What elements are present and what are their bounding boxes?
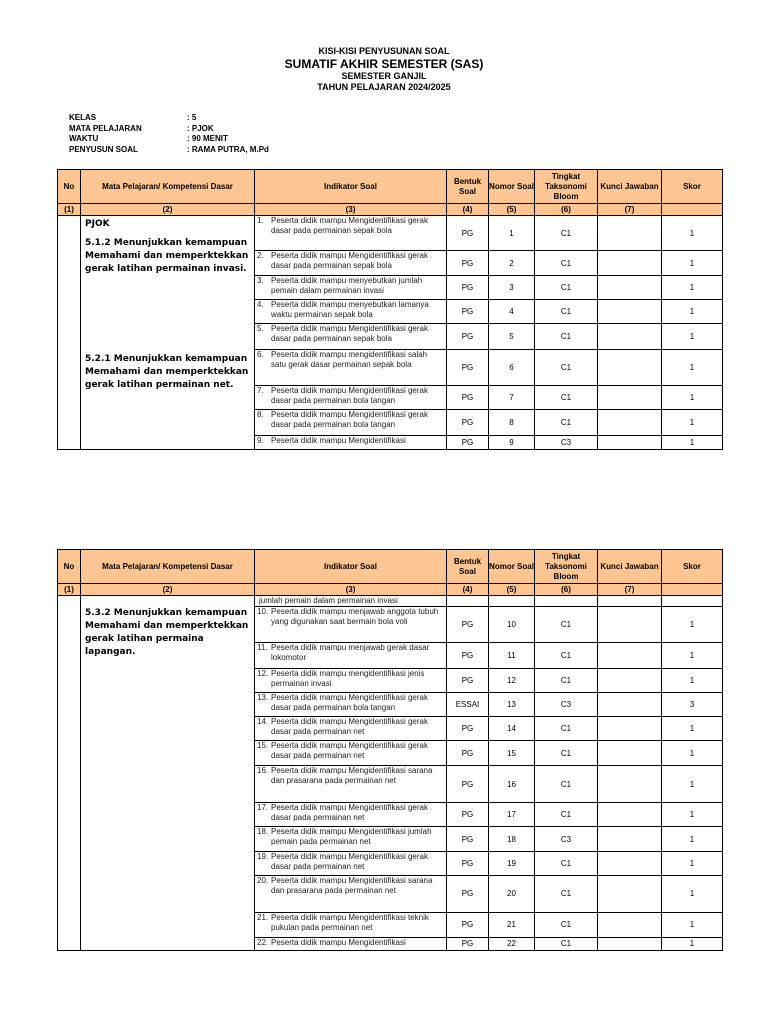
kunci-jawaban — [598, 607, 662, 643]
nomor-soal: 17 — [489, 802, 535, 826]
nomor-soal: 10 — [489, 607, 535, 643]
skor: 1 — [662, 410, 723, 435]
taksonomi-bloom: C1 — [535, 741, 598, 766]
nomor-soal: 2 — [489, 251, 535, 275]
kunci-jawaban — [598, 937, 662, 950]
no-cell — [58, 596, 81, 951]
meta-row — [69, 134, 269, 145]
subject-name: PJOK — [85, 219, 110, 229]
skor: 1 — [662, 324, 723, 349]
kompetensi-dasar: 5.3.2 Menunjukkan kemampuan Memahami dan memperktekkan gerak latihan permaina lapangan. — [85, 608, 249, 657]
skor: 1 — [662, 717, 723, 741]
skor: 1 — [662, 216, 723, 251]
indikator-soal — [255, 607, 447, 643]
indikator-text: Peserta didik mampu Mengidentifikasi gerak dasar pada permainan sepak bola — [271, 216, 428, 235]
indikator-text: Peserta didik mampu Mengidentifikasi — [271, 937, 406, 947]
col-header: Nomor Soal — [489, 170, 535, 204]
col-header: Indikator Soal — [255, 170, 447, 204]
indikator-number: 7. — [257, 386, 264, 396]
indikator-soal — [255, 216, 447, 251]
indikator-text: Peserta didik mampu Mengidentifikasi gerak dasar pada permainan sepak bola — [271, 251, 428, 271]
kunci-jawaban — [598, 717, 662, 741]
indikator-text: Peserta didik mampu Mengidentifikasi sarana dan prasarana pada permainan net — [271, 766, 433, 786]
skor: 1 — [662, 766, 723, 802]
indikator-text: Peserta didik mampu Mengidentifikasi gerak dasar pada permainan net — [271, 741, 428, 761]
bentuk-soal: PG — [447, 386, 489, 410]
kompetensi-dasar-cell — [81, 596, 255, 951]
col-index: (6) — [535, 204, 598, 216]
kunci-jawaban — [598, 912, 662, 937]
nomor-soal: 11 — [489, 643, 535, 668]
indikator-soal — [255, 275, 447, 299]
bentuk-soal: PG — [447, 876, 489, 912]
meta-label: MATA PELAJARAN — [69, 123, 142, 133]
col-index: (4) — [447, 204, 489, 216]
col-index: (1) — [58, 584, 81, 596]
indikator-soal — [255, 937, 447, 950]
meta-label: KELAS — [69, 113, 97, 122]
nomor-soal: 15 — [489, 741, 535, 766]
nomor-soal: 3 — [489, 275, 535, 299]
kunci-jawaban — [598, 300, 662, 324]
taksonomi-bloom: C1 — [535, 876, 598, 912]
skor: 1 — [662, 300, 723, 324]
kunci-jawaban — [598, 826, 662, 851]
meta-value: : 5 — [187, 113, 197, 122]
taksonomi-bloom: C1 — [535, 324, 598, 349]
table-row — [58, 216, 723, 251]
kisi-kisi-table-1 — [57, 169, 723, 450]
kunci-jawaban — [598, 349, 662, 385]
bentuk-soal: PG — [447, 251, 489, 275]
kunci-jawaban — [598, 386, 662, 410]
indikator-number: 8. — [257, 410, 264, 420]
bentuk-soal: PG — [447, 912, 489, 937]
indikator-number: 22. — [257, 937, 269, 947]
col-header: Skor — [662, 170, 723, 204]
col-index: (4) — [447, 584, 489, 596]
meta-row — [69, 124, 269, 135]
indikator-soal — [255, 802, 447, 826]
nomor-soal: 19 — [489, 852, 535, 876]
indikator-soal — [255, 692, 447, 716]
bentuk-soal: PG — [447, 216, 489, 251]
taksonomi-bloom: C1 — [535, 643, 598, 668]
indikator-number: 1. — [257, 216, 264, 225]
meta-info — [69, 113, 269, 155]
col-index: (2) — [81, 204, 255, 216]
indikator-soal — [255, 741, 447, 766]
bentuk-soal: PG — [447, 852, 489, 876]
indikator-number: 19. — [257, 852, 269, 862]
nomor-soal: 20 — [489, 876, 535, 912]
table-header-row — [58, 550, 723, 584]
indikator-number: 17. — [257, 802, 269, 812]
skor: 1 — [662, 741, 723, 766]
taksonomi-bloom: C1 — [535, 607, 598, 643]
bentuk-soal: PG — [447, 349, 489, 385]
indikator-text: Peserta didik mampu mengidentifikasi jenis permainan invasi — [271, 668, 425, 688]
taksonomi-bloom: C1 — [535, 912, 598, 937]
kunci-jawaban — [598, 435, 662, 449]
indikator-soal — [255, 324, 447, 349]
indikator-text: Peserta didik mampu Mengidentifikasi sarana dan prasarana pada permainan net — [271, 876, 433, 896]
col-header: No — [58, 550, 81, 584]
nomor-soal: 16 — [489, 766, 535, 802]
kisi-kisi-table-2 — [57, 549, 723, 951]
taksonomi-bloom: C3 — [535, 826, 598, 851]
taksonomi-bloom: C1 — [535, 275, 598, 299]
indikator-number: 9. — [257, 435, 264, 445]
indikator-soal — [255, 386, 447, 410]
meta-row — [69, 145, 269, 156]
indikator-text: Peserta didik mampu Mengidentifikasi gerak dasar pada permainan sepak bola — [271, 324, 428, 344]
indikator-text: Peserta didik mampu Mengidentifikasi teknik pukulan pada permainan net — [271, 912, 429, 932]
col-header: Indikator Soal — [255, 550, 447, 584]
col-header: Kunci Jawaban — [598, 550, 662, 584]
indikator-number: 14. — [257, 717, 269, 726]
indikator-soal — [255, 876, 447, 912]
indikator-number: 11. — [257, 643, 268, 653]
col-header: Mata Pelajaran/ Kompetensi Dasar — [81, 550, 255, 584]
skor: 1 — [662, 937, 723, 950]
indikator-text: Peserta didik mampu menyebutkan jumlah pemain dalam permainan invasi — [271, 275, 423, 295]
indikator-text: Peserta didik mampu menjawab anggota tubuh yang digunakan saat bermain bola voli — [271, 607, 439, 627]
col-header: Skor — [662, 550, 723, 584]
empty-cell — [489, 596, 535, 607]
kunci-jawaban — [598, 668, 662, 692]
bentuk-soal: PG — [447, 300, 489, 324]
kunci-jawaban — [598, 766, 662, 802]
col-header: No — [58, 170, 81, 204]
indikator-soal — [255, 643, 447, 668]
kunci-jawaban — [598, 741, 662, 766]
nomor-soal: 13 — [489, 692, 535, 716]
meta-value: : PJOK — [187, 123, 214, 133]
indikator-number: 21. — [257, 912, 269, 922]
indikator-text: Peserta didik mampu Mengidentifikasi gerak dasar pada permainan bola tangan — [271, 410, 428, 430]
empty-cell — [662, 596, 723, 607]
indikator-text: Peserta didik mampu Mengidentifikasi gerak dasar pada permainan net — [271, 802, 428, 822]
bentuk-soal: PG — [447, 607, 489, 643]
skor: 3 — [662, 692, 723, 716]
indikator-soal — [255, 349, 447, 385]
empty-cell — [447, 596, 489, 607]
indikator-soal — [255, 912, 447, 937]
kunci-jawaban — [598, 643, 662, 668]
skor: 1 — [662, 275, 723, 299]
taksonomi-bloom: C1 — [535, 937, 598, 950]
header-line-3: SEMESTER GANJIL — [341, 71, 427, 81]
bentuk-soal: PG — [447, 741, 489, 766]
meta-value: : RAMA PUTRA, M.Pd — [187, 144, 269, 154]
kunci-jawaban — [598, 324, 662, 349]
empty-cell — [535, 596, 598, 607]
kompetensi-dasar-cell — [81, 216, 255, 450]
empty-cell — [598, 596, 662, 607]
kunci-jawaban — [598, 275, 662, 299]
skor: 1 — [662, 826, 723, 851]
indikator-text: Peserta didik mampu Mengidentifikasi jumlah pemain pada permainan net — [271, 826, 432, 846]
indikator-text: jumlah pemain dalam permainan invasi — [259, 596, 398, 605]
col-index: (3) — [255, 584, 447, 596]
kompetensi-dasar: 5.2.1 Menunjukkan kemampuan Memahami dan memperktekkan gerak latihan permainan net. — [85, 354, 249, 390]
bentuk-soal: PG — [447, 802, 489, 826]
indikator-soal — [255, 668, 447, 692]
bentuk-soal: PG — [447, 275, 489, 299]
nomor-soal: 14 — [489, 717, 535, 741]
taksonomi-bloom: C1 — [535, 410, 598, 435]
indikator-number: 18. — [257, 826, 269, 836]
indikator-number: 3. — [257, 275, 264, 285]
nomor-soal: 1 — [489, 216, 535, 251]
meta-label: PENYUSUN SOAL — [69, 144, 138, 154]
nomor-soal: 4 — [489, 300, 535, 324]
taksonomi-bloom: C1 — [535, 717, 598, 741]
indikator-soal — [255, 717, 447, 741]
indikator-number: 16. — [257, 766, 269, 776]
col-index: (7) — [598, 204, 662, 216]
bentuk-soal: PG — [447, 410, 489, 435]
kunci-jawaban — [598, 216, 662, 251]
indikator-text: Peserta didik mampu Mengidentifikasi — [271, 435, 406, 445]
nomor-soal: 8 — [489, 410, 535, 435]
nomor-soal: 9 — [489, 435, 535, 449]
kunci-jawaban — [598, 410, 662, 435]
document-header — [0, 46, 768, 93]
col-index — [662, 204, 723, 216]
kompetensi-dasar: 5.1.2 Menunjukkan kemampuan Memahami dan memperktekkan gerak latihan permainan invasi. — [85, 238, 249, 274]
indikator-text: Peserta didik mampu Mengidentifikasi gerak dasar pada permainan net — [271, 717, 428, 736]
header-line-4: TAHUN PELAJARAN 2024/2025 — [317, 82, 451, 92]
col-index: (5) — [489, 204, 535, 216]
indikator-text: Peserta didik mampu Mengidentifikasi gerak dasar pada permainan bola tangan — [271, 386, 428, 406]
nomor-soal: 18 — [489, 826, 535, 851]
indikator-number: 2. — [257, 251, 264, 261]
indikator-text: Peserta didik mampu Mengidentifikasi gerak dasar pada permainan bola tangan — [271, 692, 428, 712]
skor: 1 — [662, 349, 723, 385]
no-cell — [58, 216, 81, 450]
col-header: Bentuk Soal — [447, 170, 489, 204]
taksonomi-bloom: C1 — [535, 300, 598, 324]
skor: 1 — [662, 386, 723, 410]
header-line-2: SUMATIF AKHIR SEMESTER (SAS) — [284, 57, 484, 71]
indikator-soal — [255, 826, 447, 851]
bentuk-soal: PG — [447, 937, 489, 950]
col-index: (6) — [535, 584, 598, 596]
taksonomi-bloom: C1 — [535, 766, 598, 802]
taksonomi-bloom: C1 — [535, 251, 598, 275]
column-index-row — [58, 584, 723, 596]
taksonomi-bloom: C1 — [535, 349, 598, 385]
kunci-jawaban — [598, 852, 662, 876]
indikator-number: 13. — [257, 692, 269, 702]
meta-label: WAKTU — [69, 134, 99, 143]
col-index: (5) — [489, 584, 535, 596]
indikator-soal — [255, 435, 447, 449]
nomor-soal: 22 — [489, 937, 535, 950]
taksonomi-bloom: C1 — [535, 668, 598, 692]
taksonomi-bloom: C1 — [535, 802, 598, 826]
col-header: Tingkat Taksonomi Bloom — [535, 550, 598, 584]
bentuk-soal: PG — [447, 324, 489, 349]
kunci-jawaban — [598, 692, 662, 716]
indikator-number: 5. — [257, 324, 264, 334]
table-header-row — [58, 170, 723, 204]
col-index: (7) — [598, 584, 662, 596]
indikator-text: Peserta didik mampu menjawab gerak dasar lokomotor — [271, 643, 430, 663]
skor: 1 — [662, 251, 723, 275]
taksonomi-bloom: C1 — [535, 386, 598, 410]
skor: 1 — [662, 912, 723, 937]
indikator-text: Peserta didik mampu menyebutkan lamanya waktu permainan sepak bola — [271, 300, 429, 320]
indikator-number: 6. — [257, 349, 264, 359]
table-row — [58, 596, 723, 607]
kunci-jawaban — [598, 251, 662, 275]
col-index — [662, 584, 723, 596]
skor: 1 — [662, 607, 723, 643]
bentuk-soal: PG — [447, 766, 489, 802]
bentuk-soal: PG — [447, 717, 489, 741]
col-header: Nomor Soal — [489, 550, 535, 584]
indikator-number: 4. — [257, 300, 264, 310]
nomor-soal: 7 — [489, 386, 535, 410]
taksonomi-bloom: C1 — [535, 852, 598, 876]
indikator-number: 10. — [257, 607, 269, 617]
skor: 1 — [662, 643, 723, 668]
skor: 1 — [662, 802, 723, 826]
header-line-1: KISI-KISI PENYUSUNAN SOAL — [318, 46, 450, 56]
col-index: (3) — [255, 204, 447, 216]
indikator-soal — [255, 596, 447, 607]
indikator-text: Peserta didik mampu Mengidentifikasi gerak dasar pada permainan net — [271, 852, 428, 872]
nomor-soal: 12 — [489, 668, 535, 692]
bentuk-soal: PG — [447, 643, 489, 668]
taksonomi-bloom: C3 — [535, 435, 598, 449]
nomor-soal: 21 — [489, 912, 535, 937]
skor: 1 — [662, 852, 723, 876]
bentuk-soal: PG — [447, 435, 489, 449]
skor: 1 — [662, 668, 723, 692]
indikator-number: 20. — [257, 876, 269, 886]
taksonomi-bloom: C1 — [535, 216, 598, 251]
indikator-soal — [255, 766, 447, 802]
indikator-number: 12. — [257, 668, 269, 678]
nomor-soal: 5 — [489, 324, 535, 349]
indikator-soal — [255, 251, 447, 275]
col-index: (2) — [81, 584, 255, 596]
col-header: Tingkat Taksonomi Bloom — [535, 170, 598, 204]
taksonomi-bloom: C3 — [535, 692, 598, 716]
col-index: (1) — [58, 204, 81, 216]
col-header: Kunci Jawaban — [598, 170, 662, 204]
indikator-soal — [255, 410, 447, 435]
meta-value: : 90 MENIT — [187, 134, 228, 143]
column-index-row — [58, 204, 723, 216]
indikator-soal — [255, 852, 447, 876]
indikator-text: Peserta didik mampu mengidentifikasi salah satu gerak dasar permainan sepak bola — [271, 349, 428, 369]
col-header: Bentuk Soal — [447, 550, 489, 584]
indikator-soal — [255, 300, 447, 324]
col-header: Mata Pelajaran/ Kompetensi Dasar — [81, 170, 255, 204]
skor: 1 — [662, 876, 723, 912]
skor: 1 — [662, 435, 723, 449]
kunci-jawaban — [598, 876, 662, 912]
meta-row — [69, 113, 269, 124]
bentuk-soal: PG — [447, 668, 489, 692]
kunci-jawaban — [598, 802, 662, 826]
bentuk-soal: PG — [447, 826, 489, 851]
bentuk-soal: ESSAI — [447, 692, 489, 716]
indikator-number: 15. — [257, 741, 269, 751]
nomor-soal: 6 — [489, 349, 535, 385]
